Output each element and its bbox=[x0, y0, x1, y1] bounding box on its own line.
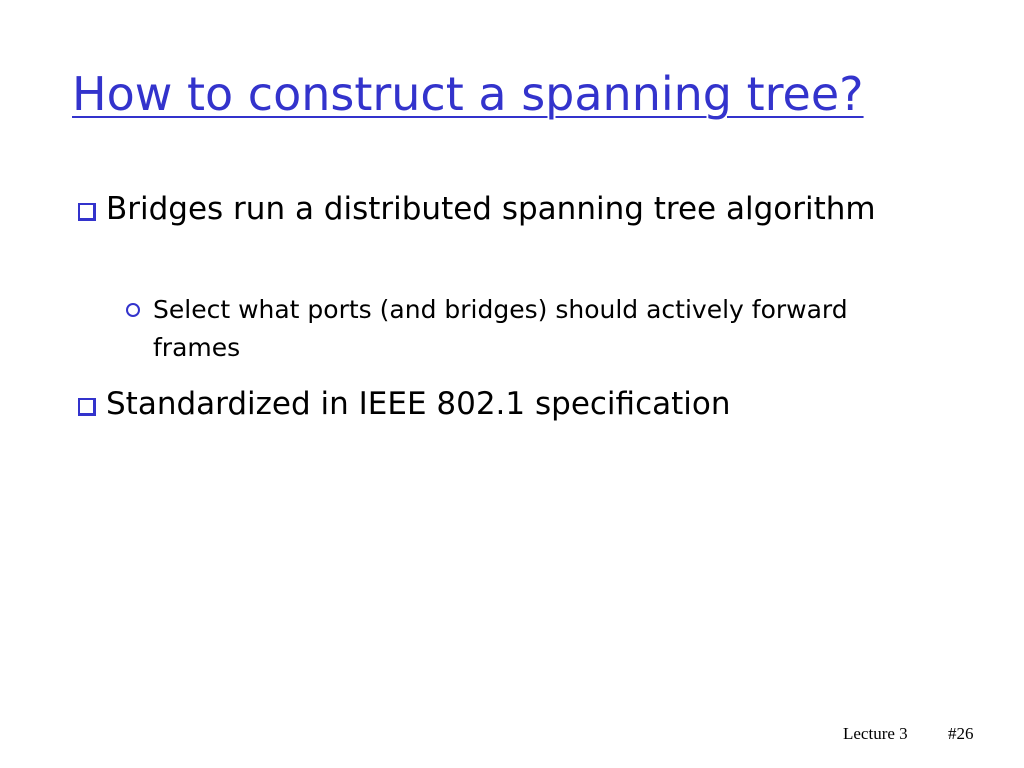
bullet-text: Bridges run a distributed spanning tree algorithm bbox=[106, 191, 876, 227]
bullet-text: Standardized in IEEE 802.1 specification bbox=[106, 386, 731, 422]
sub-bullet-item bbox=[126, 291, 926, 367]
square-bullet-icon bbox=[78, 203, 96, 221]
square-bullet-icon bbox=[78, 398, 96, 416]
circle-bullet-icon bbox=[126, 303, 140, 317]
slide-title: How to construct a spanning tree? bbox=[72, 67, 864, 121]
footer-page-number: #26 bbox=[948, 724, 974, 743]
sub-bullet-text: Select what ports (and bridges) should actively forward frames bbox=[153, 295, 848, 362]
bullet-item bbox=[78, 188, 908, 230]
bullet-item bbox=[78, 383, 958, 425]
footer-lecture-label: Lecture 3 bbox=[843, 724, 908, 743]
